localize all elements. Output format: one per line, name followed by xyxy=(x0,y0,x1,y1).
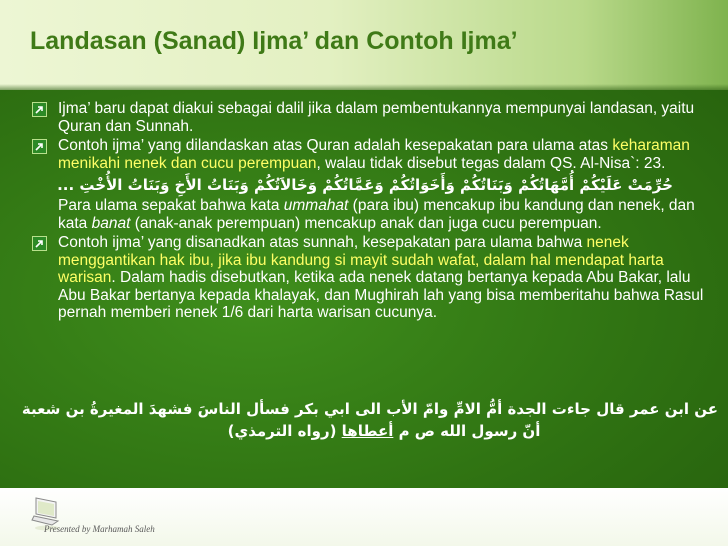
slide-content xyxy=(24,100,706,324)
highlighted-text: keharaman menikahi nenek dan cucu perempuan xyxy=(58,137,690,172)
bullet-item-1 xyxy=(24,100,706,135)
arrow-bullet-icon xyxy=(32,102,47,117)
explanation-paragraph xyxy=(24,197,706,232)
title-band xyxy=(0,0,728,90)
bullet-text: . Dalam hadis disebutkan, ketika ada nenek datang bertanya kepada Abu Bakar, lalu Abu Bakar bertanya kepada khalayak, dan Mughirah lah yang bisa memberitahu bahwa Rasul pernah memberi nenek 1/6 dari harta warisan cucunya. xyxy=(58,269,704,321)
explanation-text: (anak-anak perempuan) mencakup anak dan juga cucu perempuan. xyxy=(130,214,602,232)
term-banat: banat xyxy=(91,214,131,232)
hadith-line-2 xyxy=(10,420,718,442)
arrow-bullet-icon xyxy=(32,236,47,251)
footer xyxy=(0,488,728,546)
arabic-verse: حُرِّمَتْ عَلَيْكُمْ أُمَّهَاتُكُمْ وَبَنَاتُكُمْ وَأَخَوَاتُكُمْ وَعَمَّاتُكُمْ وَخَالاَتُكُمْ وَبَنَاتُ الأَخِ وَبَنَاتُ الأُخْتِ ... xyxy=(57,176,673,194)
hadith-text xyxy=(10,398,718,442)
arrow-bullet-icon xyxy=(32,139,47,154)
bullet-text: Contoh ijma’ yang disanadkan atas sunnah, kesepakatan para ulama bahwa xyxy=(58,234,587,251)
footer-credit: Presented by Marhamah Saleh xyxy=(44,524,155,534)
bullet-text: , walau tidak disebut tegas dalam QS. Al-Nisa`: 23. xyxy=(316,154,666,172)
slide-title: Landasan (Sanad) Ijma’ dan Contoh Ijma’ xyxy=(30,27,518,55)
hadith-text-a: أنّ رسول الله ص م xyxy=(393,422,541,440)
highlighted-text: nenek menggantikan hak ibu, jika ibu kandung si mayit sudah wafat, dalam hal mendapat harta warisan xyxy=(58,234,664,286)
bullet-item-3 xyxy=(24,234,706,322)
explanation-text: Para ulama sepakat bahwa kata xyxy=(58,197,284,214)
bullet-text: Contoh ijma’ yang dilandaskan atas Quran adalah kesepakatan para ulama atas xyxy=(58,137,613,154)
bullet-text: Ijma’ baru dapat diakui sebagai dalil jika dalam pembentukannya mempunyai landasan, yaitu Quran dan Sunnah. xyxy=(58,100,695,135)
hadith-underlined-word: أعطاها xyxy=(341,422,394,440)
hadith-line-1: عن ابن عمر قال جاءت الجدة أمُّ الامِّ وامّ الأب الى ابي بكر فسأل الناسَ فشهدَ المغيرةُ بن شعبة xyxy=(21,400,718,418)
term-ummahat: ummahat xyxy=(283,197,349,214)
explanation-text: (para ibu) mencakup ibu kandung dan nenek, dan kata xyxy=(58,197,695,232)
bullet-item-2 xyxy=(24,137,706,172)
hadith-text-b: (رواه الترمذي) xyxy=(227,422,342,440)
